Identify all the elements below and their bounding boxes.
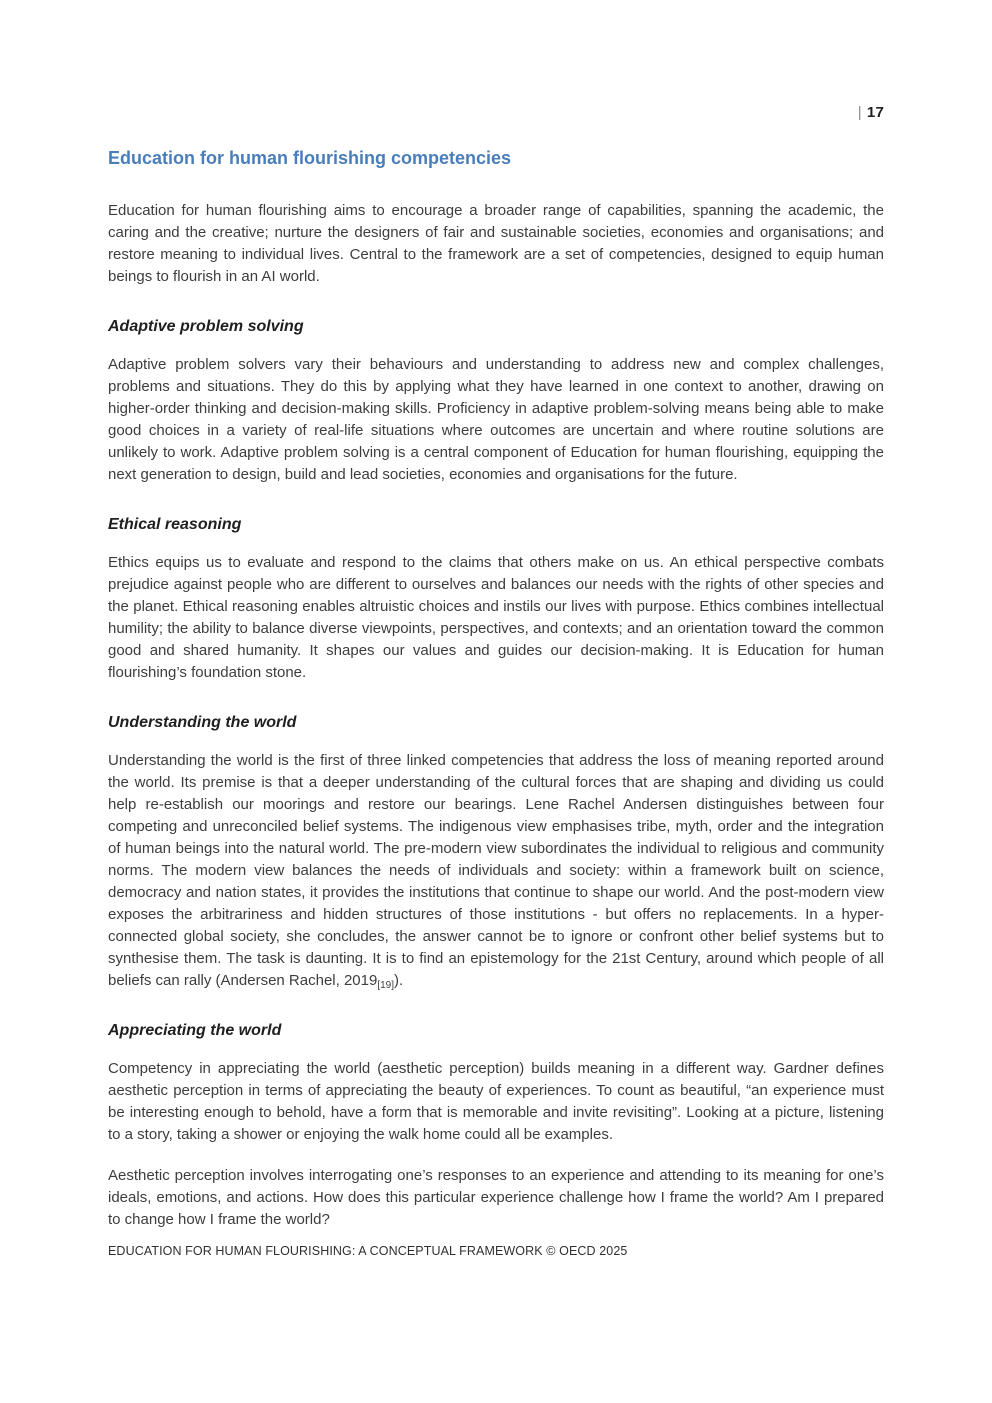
paragraph-text: ). <box>394 972 404 989</box>
citation-reference: [19] <box>377 980 395 991</box>
body-paragraph: Ethics equips us to evaluate and respond to the claims that others make on us. An ethical perspective combats prejudice against people who are different to ourselves and balances our needs with the rights of other species and the planet. Ethical reasoning enables altruistic choices and instils our lives with purpose. Ethics combines intellectual humility; the ability to balance diverse viewpoints, perspectives, and contexts; and an orientation toward the common good and shared humanity. It shapes our values and guides our decision-making. It is Education for human flourishing’s foundation stone. <box>108 554 884 681</box>
sections-container <box>108 317 884 1231</box>
body-paragraph: Aesthetic perception involves interrogating one’s responses to an experience and attending to its meaning for one’s ideals, emotions, and actions. How does this particular experience challenge how I frame the world? Am I prepared to change how I frame the world? <box>108 1167 884 1228</box>
body-paragraph: Competency in appreciating the world (aesthetic perception) builds meaning in a different way. Gardner defines aesthetic perception in terms of appreciating the beauty of experiences. To count as beautiful, “an experience must be interesting enough to behold, have a form that is memorable and invite revisiting”. Looking at a picture, listening to a story, taking a shower or enjoying the walk home could all be examples. <box>108 1060 884 1143</box>
section-heading: Ethical reasoning <box>108 516 242 533</box>
section-heading: Understanding the world <box>108 714 297 731</box>
page-number: 17 <box>866 104 884 121</box>
page-number-separator: | <box>857 104 862 121</box>
section-heading: Adaptive problem solving <box>108 318 304 335</box>
document-content <box>108 146 884 1250</box>
paragraph-text: Understanding the world is the first of three linked competencies that address the loss of meaning reported around the world. Its premise is that a deeper understanding of the cultural forces that are shaping and dividing us could help re-establish our moorings and restore our bearings. Lene Rachel Andersen distinguishes between four competing and unreconciled belief systems. The indigenous view emphasises tribe, myth, order and the integration of human beings into the natural world. The pre-modern view subordinates the individual to religious and community norms. The modern view balances the needs of individuals and society: within a framework built on science, democracy and nation states, it provides the institutions that continue to shape our world. And the post-modern view exposes the arbitrariness and hidden structures of those institutions - but offers no replacements. In a hyper-connected global society, she concludes, the answer cannot be to ignore or confront other belief systems but to synthesise them. The task is daunting. It is to find an epistemology for the 21st Century, around which people of all beliefs can rally (Andersen Rachel, 2019 <box>108 752 884 989</box>
page-number-header <box>858 104 884 121</box>
body-paragraph <box>108 750 884 992</box>
running-footer: EDUCATION FOR HUMAN FLOURISHING: A CONCEPTUAL FRAMEWORK © OECD 2025 <box>108 1244 628 1258</box>
intro-paragraph: Education for human flourishing aims to encourage a broader range of capabilities, spanning the academic, the caring and the creative; nurture the designers of fair and sustainable societies, economies and organisations; and restore meaning to individual lives. Central to the framework are a set of competencies, designed to equip human beings to flourish in an AI world. <box>108 202 884 285</box>
section-heading: Appreciating the world <box>108 1022 282 1039</box>
body-paragraph: Adaptive problem solvers vary their behaviours and understanding to address new and complex challenges, problems and situations. They do this by applying what they have learned in one context to another, drawing on higher-order thinking and decision-making skills. Proficiency in adaptive problem-solving means being able to make good choices in a variety of real-life situations where outcomes are uncertain and where routine solutions are unlikely to work. Adaptive problem solving is a central component of Education for human flourishing, equipping the next generation to design, build and lead societies, economies and organisations for the future. <box>108 356 884 483</box>
chapter-title: Education for human flourishing competencies <box>108 148 512 168</box>
